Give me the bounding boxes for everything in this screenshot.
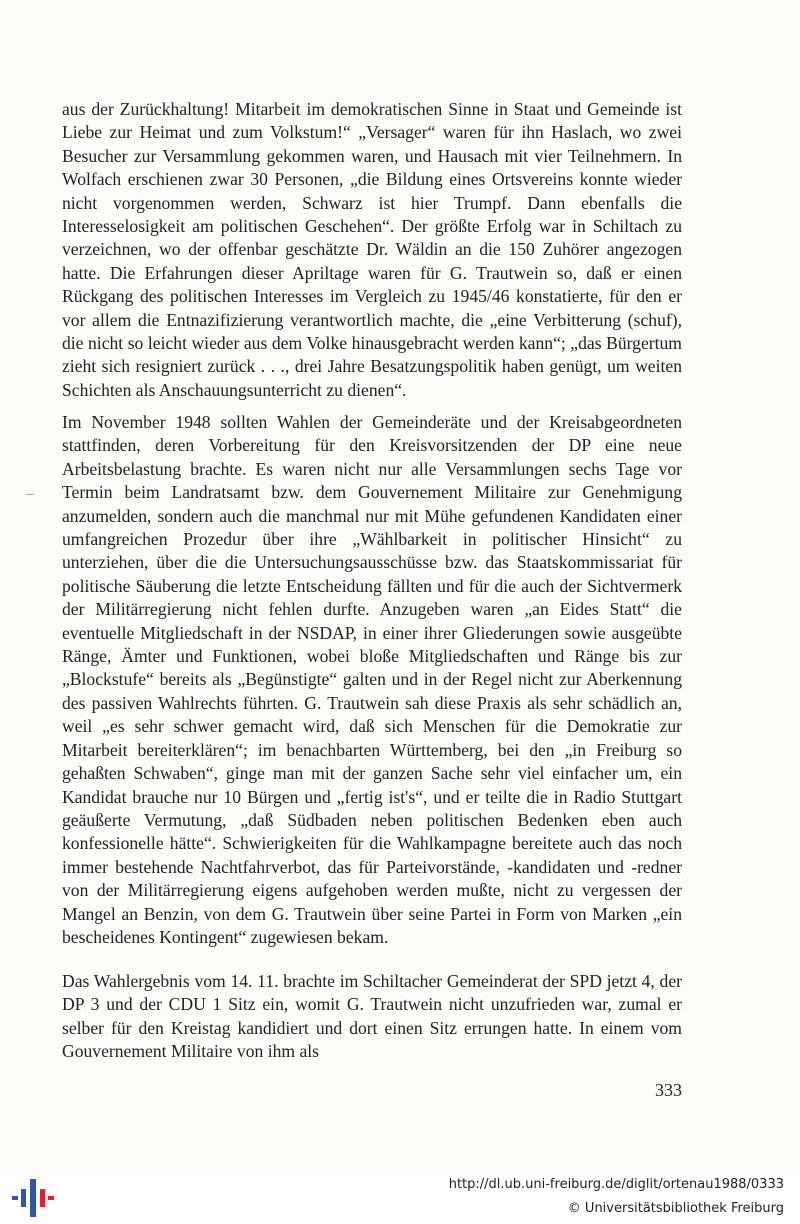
ub-freiburg-logo-icon bbox=[12, 1175, 56, 1219]
body-paragraph bbox=[62, 98, 682, 402]
source-url-link[interactable]: http://dl.ub.uni-freiburg.de/diglit/ortenau1988/0333 bbox=[448, 1177, 784, 1192]
page-number: 333 bbox=[655, 1080, 682, 1100]
body-paragraph bbox=[62, 411, 682, 949]
footer bbox=[0, 1175, 800, 1224]
body-paragraph bbox=[62, 970, 682, 1064]
copyright-text: © Universitätsbibliothek Freiburg bbox=[567, 1201, 784, 1216]
paragraph-text: Im November 1948 sollten Wahlen der Gemeinderäte und der Kreisabgeordneten stattfinden, deren Vorbereitung für den Kreisvorsitzenden der DP eine neue Arbeitsbelastung brachte. Es waren nicht nur alle Versammlungen sechs Tage vor Termin beim Landratsamt bzw. dem Gouvernement Militaire zur Genehmigung anzumelden, sondern auch die manchmal nur mit Mühe gefundenen Kandidaten einer umfangreichen Prozedur über ihre „Wählbarkeit in politischer Hinsicht“ zu unterziehen, über die die Untersuchungsausschüsse bzw. das Staatskommissariat für politische Säuberung die letzte Entscheidung fällten und für die auch der Sichtvermerk der Militärregierung nicht fehlen durfte. Anzugeben waren „an Eides Statt“ die eventuelle Mitgliedschaft in der NSDAP, in einer ihrer Gliederungen sowie ausgeübte Ränge, Ämter und Funktionen, wobei bloße Mitgliedschaften und Ränge bis zur „Blockstufe“ bereits als „Begünstigte“ galten und in der Regel nicht zur Aberkennung des passiven Wahlrechts führten. G. Trautwein sah diese Praxis als sehr schädlich an, weil „es sehr schwer gemacht wird, daß sich Menschen für die Demokratie zur Mitarbeit bereiterklären“; im benachbarten Württemberg, bei den „in Freiburg so gehaßten Schwaben“, ginge man mit der ganzen Sache sehr viel einfacher um, ein Kandidat brauche nur 10 Bürgen und „fertig ist's“, und er teilte die in Radio Stuttgart geäußerte Vermutung, „daß Südbaden neben politischen Bedenken eben auch konfessionelle hätte“. Schwierigkeiten für die Wahlkampagne bereitete auch das noch immer bestehende Nachtfahrverbot, das für Parteivorstände, -kandidaten und -redner von der Militärregierung eigens aufgehoben werden mußte, nicht zu vergessen der Mangel an Benzin, von dem G. Trautwein über seine Partei in Form von Marken „ein bescheidenes Kontingent“ zugewiesen bekam. bbox=[62, 412, 682, 947]
paragraph-text: Das Wahlergebnis vom 14. 11. brachte im Schiltacher Gemeinderat der SPD jetzt 4, der DP 3 und der CDU 1 Sitz ein, womit G. Trautwein nicht unzufrieden war, zumal er selber für den Kreistag kandidiert und dort einen Sitz errungen hatte. In einem vom Gouvernement Militaire von ihm als bbox=[62, 971, 682, 1062]
paragraph-text: aus der Zurückhaltung! Mitarbeit im demokratischen Sinne in Staat und Gemeinde ist Liebe zur Heimat und zum Volkstum!“ „Versager“ waren für ihn Haslach, wo zwei Besucher zur Versammlung gekommen waren, und Hausach mit vier Teilnehmern. In Wolfach erschienen zwar 30 Personen, „die Bildung eines Ortsvereins konnte wieder nicht vorgenommen werden, Schwarz ist hier Trumpf. Dann ebenfalls die Interesselosigkeit am politischen Geschehen“. Der größte Erfolg war in Schiltach zu verzeichnen, wo der offenbar geschätzte Dr. Wäldin an die 150 Zuhörer angezogen hatte. Die Erfahrungen dieser Apriltage waren für G. Trautwein so, daß er einen Rückgang des politischen Interesses im Vergleich zu 1945/46 konstatierte, für den er vor allem die Entnazifizierung verantwortlich machte, die „eine Verbitterung (schuf), die nicht so leicht wieder aus dem Volke hinausgebracht werden kann“; „das Bürgertum zieht sich resigniert zurück . . ., drei Jahre Besatzungspolitik haben genügt, um weiten Schichten als Anschauungsunterricht zu dienen“. bbox=[62, 99, 682, 400]
margin-mark bbox=[26, 494, 34, 495]
